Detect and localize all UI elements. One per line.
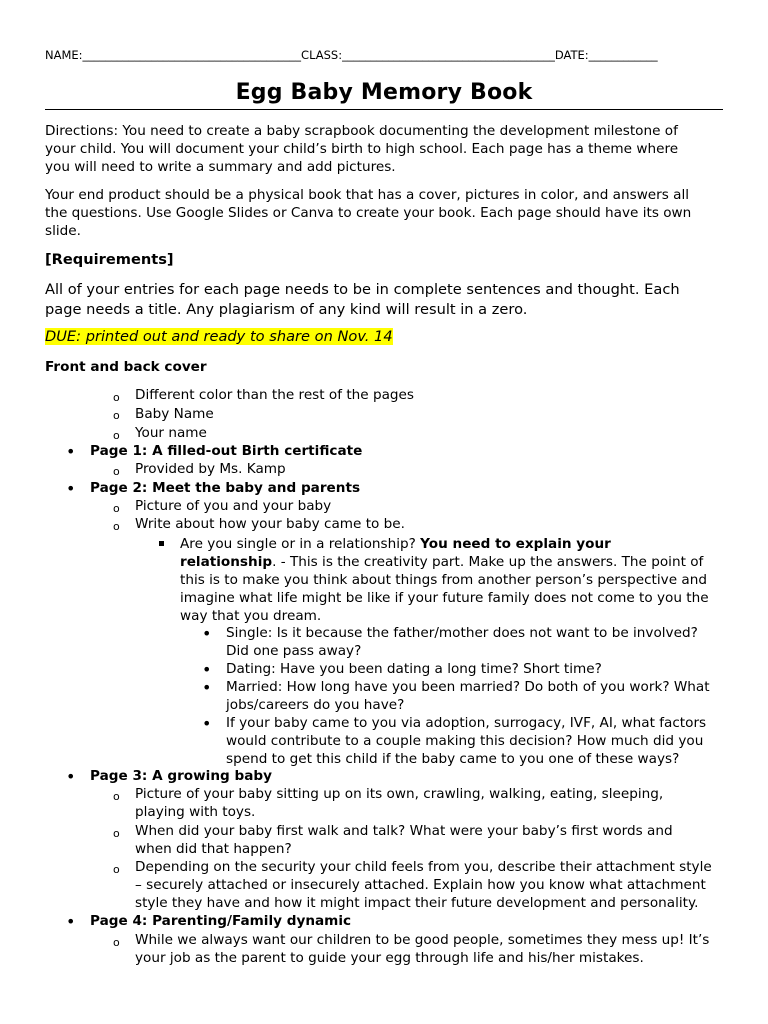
square-bullet-icon [159, 541, 164, 546]
disc-bullet-icon: • [202, 624, 212, 643]
prompt-bold: relationship [180, 554, 273, 570]
scenario-line: would contribute to a couple making this decision? How much did you [226, 733, 704, 749]
page2-label: Page 2: Meet the baby and parents [90, 480, 361, 496]
scenario-line: spend to get this child if the baby came to you one of these ways? [226, 751, 680, 767]
due-line [45, 328, 723, 346]
scenario-line: jobs/careers do you have? [226, 697, 405, 713]
page3-item-line: Depending on the security your child feels from you, describe their attachment style [135, 859, 712, 875]
circle-bullet-icon: o [113, 936, 120, 949]
text-line: All of your entries for each page needs to be in complete sentences and thought. Each [45, 281, 680, 298]
disc-bullet-icon: • [202, 714, 212, 733]
page3-label: Page 3: A growing baby [90, 768, 272, 784]
relationship-prompt-line: this is to make you think about things from another person’s perspective and [180, 572, 707, 588]
disc-bullet-icon: • [202, 660, 212, 679]
relationship-prompt-line: imagine what life might be like if your future family does not come to you the [180, 590, 709, 606]
scenario-line: Did one pass away? [226, 643, 362, 659]
header-fields [45, 48, 723, 62]
circle-bullet-icon: o [113, 429, 120, 442]
class-field: CLASS:_____________________________________ [301, 48, 555, 62]
cover-item: Different color than the rest of the pages [135, 387, 415, 403]
circle-bullet-icon: o [113, 465, 120, 478]
page4-item-line: While we always want our children to be good people, sometimes they mess up! It’s [135, 932, 710, 948]
title-rule [45, 109, 723, 110]
circle-bullet-icon: o [113, 863, 120, 876]
page2-item: Write about how your baby came to be. [135, 516, 405, 532]
requirements-heading: [Requirements] [45, 251, 174, 268]
scenario-line: Dating: Have you been dating a long time? Short time? [226, 661, 602, 677]
circle-bullet-icon: o [113, 409, 120, 422]
page3-item-line: style they have and how it might impact their future development and personality. [135, 895, 699, 911]
end-product-paragraph [45, 186, 723, 241]
document-title: Egg Baby Memory Book [235, 80, 533, 105]
requirements-paragraph [45, 280, 723, 319]
scenario-line: Married: How long have you been married? Do both of you work? What [226, 679, 710, 695]
scenario-line: If your baby came to you via adoption, surrogacy, IVF, AI, what factors [226, 715, 707, 731]
page1-label: Page 1: A filled-out Birth certificate [90, 443, 363, 459]
relationship-prompt-line [180, 553, 703, 571]
prompt-lead: Are you single or in a relationship? [180, 536, 421, 552]
page2-item: Picture of you and your baby [135, 498, 332, 514]
relationship-prompt-line: way that you dream. [180, 608, 322, 624]
disc-bullet-icon: • [202, 678, 212, 697]
text-line: slide. [45, 223, 81, 240]
page1-item: Provided by Ms. Kamp [135, 461, 286, 477]
page4-label: Page 4: Parenting/Family dynamic [90, 913, 352, 929]
due-highlight: DUE: printed out and ready to share on Nov. 14 [45, 328, 393, 345]
scenario-line: Single: Is it because the father/mother does not want to be involved? [226, 625, 698, 641]
page3-item-line: playing with toys. [135, 804, 256, 820]
prompt-text: . - This is the creativity part. Make up the answers. The point of [272, 554, 704, 570]
page3-item-line: – securely attached or insecurely attached. Explain how you know what attachment [135, 877, 706, 893]
name-field: NAME:______________________________________ [45, 48, 302, 62]
page3-item-line: When did your baby first walk and talk? What were your baby’s first words and [135, 823, 673, 839]
circle-bullet-icon: o [113, 827, 120, 840]
page4-item-line: your job as the parent to guide your egg through life and his/her mistakes. [135, 950, 644, 966]
directions-paragraph [45, 122, 723, 177]
text-line: you will need to write a summary and add pictures. [45, 159, 396, 176]
disc-bullet-icon: • [66, 912, 76, 931]
prompt-bold: You need to explain your [420, 536, 611, 552]
circle-bullet-icon: o [113, 391, 120, 404]
relationship-prompt [180, 535, 611, 553]
text-line: your child. You will document your child’s birth to high school. Each page has a theme where [45, 141, 679, 158]
cover-item: Your name [135, 425, 207, 441]
text-line: page needs a title. Any plagiarism of any kind will result in a zero. [45, 300, 528, 318]
cover-heading: Front and back cover [45, 359, 207, 375]
circle-bullet-icon: o [113, 520, 120, 533]
page3-item-line: Picture of your baby sitting up on its own, crawling, walking, eating, sleeping, [135, 786, 664, 802]
text-line: Directions: You need to create a baby scrapbook documenting the development milestone of [45, 123, 678, 139]
circle-bullet-icon: o [113, 790, 120, 803]
disc-bullet-icon: • [66, 767, 76, 786]
text-line: Your end product should be a physical book that has a cover, pictures in color, and answers all [45, 187, 690, 203]
cover-item: Baby Name [135, 406, 214, 422]
date-field: DATE:____________ [554, 48, 658, 62]
disc-bullet-icon: • [66, 442, 76, 461]
text-line: the questions. Use Google Slides or Canva to create your book. Each page should have its own [45, 205, 692, 222]
disc-bullet-icon: • [66, 479, 76, 498]
circle-bullet-icon: o [113, 502, 120, 515]
page3-item-line: when did that happen? [135, 841, 292, 857]
